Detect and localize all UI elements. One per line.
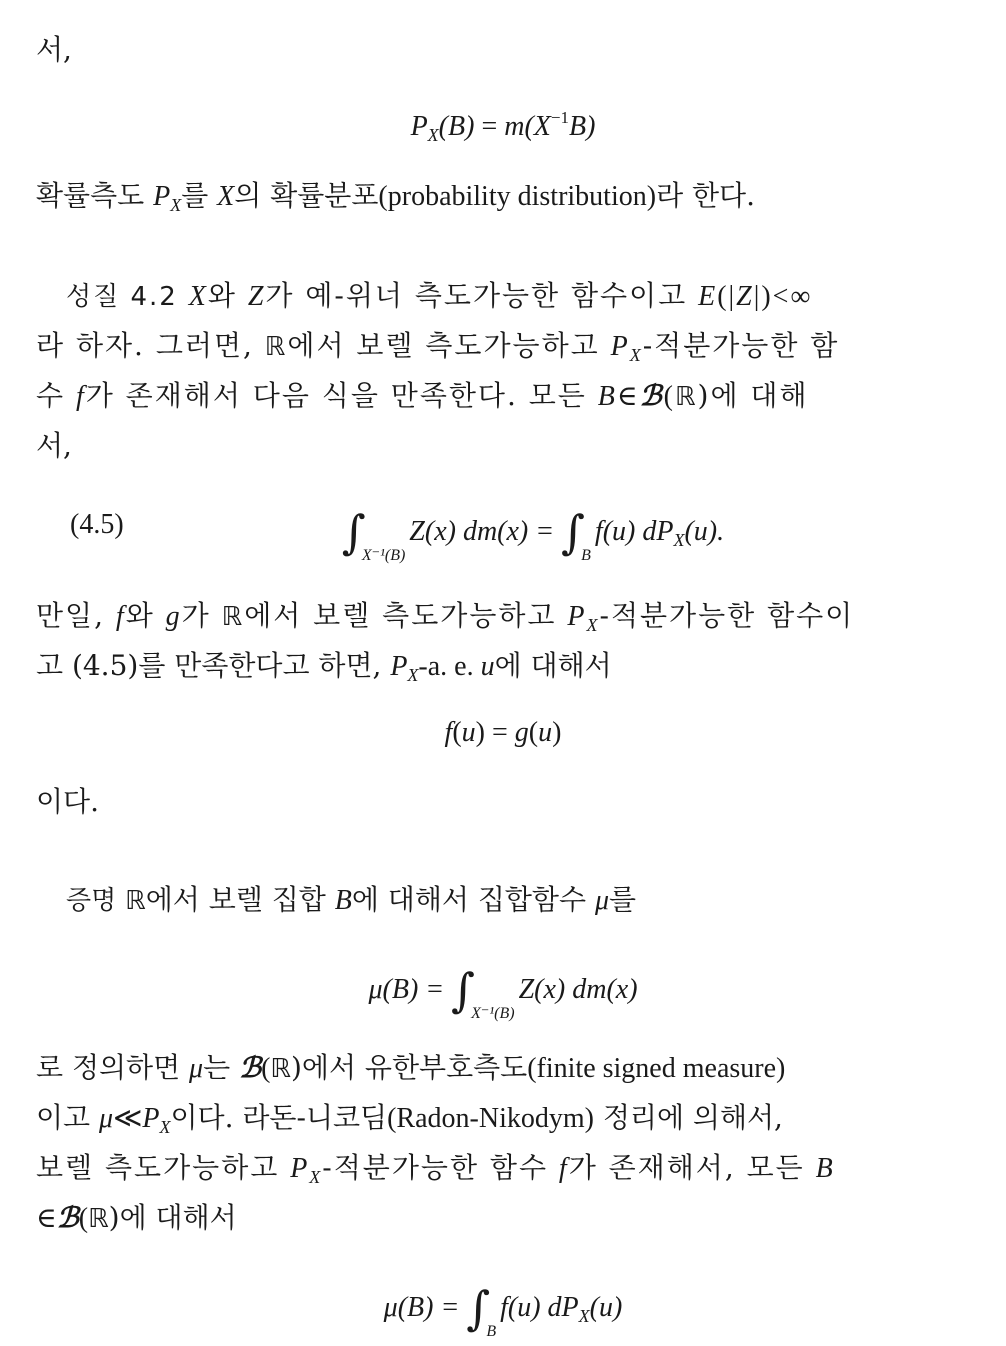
text: 서, (36, 33, 72, 66)
math-f: f (500, 1292, 508, 1323)
math-f: f (594, 516, 603, 547)
text: 정리에 의해서, (593, 1101, 783, 1134)
math-in: ∈ (616, 381, 640, 412)
text-line (36, 596, 920, 639)
text: 에 대해서 (494, 649, 612, 682)
math-u: u (538, 717, 553, 748)
proposition-label: 성질 4.2 (66, 282, 178, 312)
integral-limit: B (581, 547, 591, 564)
math-reals: ℝ (264, 332, 288, 362)
math-P: P (567, 601, 587, 632)
math-expr: (B) = (397, 1292, 467, 1323)
text: )에서 유한부호측도 (291, 1051, 528, 1084)
math-reals: ℝ (270, 1054, 291, 1084)
math-g: g (165, 601, 182, 632)
text: 에서 보렐 측도가능하고 (244, 599, 568, 632)
text-english: (probability distribution) (378, 181, 657, 212)
equation-number: (4.5) (70, 509, 124, 540)
text: 와 (207, 279, 248, 312)
text: 는 (203, 1051, 240, 1084)
text-line (36, 1148, 920, 1191)
text: 라 한다. (656, 179, 756, 212)
math-reals: ℝ (125, 886, 146, 916)
math-f: f (75, 381, 86, 412)
math-sub: X (407, 665, 419, 685)
proposition-line-3 (36, 376, 920, 417)
math-arg: (B) (438, 111, 475, 142)
text (178, 279, 189, 312)
math-borel: ℬ (56, 1201, 79, 1234)
math-mu: μ (383, 1292, 398, 1323)
math-f: f (115, 601, 126, 632)
math-paren: ( (78, 1203, 89, 1234)
math-B: B (334, 885, 352, 916)
math-Z: Z (736, 281, 754, 312)
math-expr: (u) dP (507, 1292, 579, 1323)
text: 에 대해서 집합함수 (351, 883, 595, 916)
math-u: u (461, 717, 476, 748)
equation-1 (0, 106, 1006, 150)
math-f: f (444, 717, 453, 748)
math-expr: (x) dm(x) (534, 974, 638, 1005)
text: 가 존재해서 다음 식을 만족한다. 모든 (85, 379, 598, 412)
math-arg: B) (569, 111, 596, 142)
math-ll: ≪ (113, 1103, 143, 1134)
text: 에서 보렐 측도가능하고 (287, 329, 611, 362)
integral-sign: ∫ (451, 963, 476, 1017)
math-Z: Z (409, 516, 425, 547)
integral-limit: B (486, 1323, 497, 1340)
proof-label: 증명 (66, 886, 117, 916)
text: )에 대해 (697, 379, 809, 412)
text-english: (Radon-Nikodym) (387, 1103, 594, 1134)
math-P: P (153, 181, 171, 212)
text: 보렐 측도가능하고 (36, 1151, 291, 1184)
math-g: g (514, 717, 529, 748)
proposition-line-1 (66, 276, 920, 317)
math-reals: ℝ (221, 602, 245, 632)
math-borel: ℬ (239, 1051, 262, 1084)
math-u: u (480, 651, 495, 682)
math-m: m (504, 111, 525, 142)
text: 가 (181, 599, 222, 632)
math-reals: ℝ (674, 382, 698, 412)
text-line (36, 1198, 920, 1239)
math-P: P (610, 331, 630, 362)
math-paren: (| (717, 281, 737, 312)
math-reals: ℝ (88, 1204, 109, 1234)
text: 를 (609, 883, 637, 916)
equation-3 (0, 962, 1006, 1022)
math-mu: μ (99, 1103, 114, 1134)
text-line (36, 1048, 920, 1089)
text: 만일, (36, 599, 116, 632)
text: -적분가능한 함수이 (599, 599, 855, 632)
proposition-line-4 (36, 426, 920, 466)
text: 고 (4.5)를 만족한다고 하면, (36, 649, 391, 682)
math-B: B (815, 1153, 835, 1184)
proof-line (66, 880, 920, 921)
text: -a. e. (418, 651, 481, 682)
text-line (36, 30, 920, 70)
math-paren: ( (261, 1053, 271, 1084)
math-arg: (X (524, 111, 551, 142)
math-mu: μ (368, 974, 383, 1005)
math-expr: (B) = (382, 974, 452, 1005)
text: 확률측도 (36, 179, 154, 212)
math-sub: X (586, 615, 600, 635)
math-X: X (188, 281, 208, 312)
text-line (36, 176, 920, 219)
math-E: E (698, 281, 718, 312)
text: 에서 보렐 집합 (145, 883, 335, 916)
integral-sign: ∫ (466, 1281, 491, 1335)
text: -적분가능한 함수 (322, 1151, 559, 1184)
math-expr: (u). (684, 516, 725, 547)
equation-4-5 (30, 504, 1006, 564)
math-X: X (217, 181, 235, 212)
text-english: (finite signed measure) (527, 1053, 786, 1084)
math-expr: (x) dm(x) = (424, 516, 562, 547)
text: 로 정의하면 (36, 1051, 190, 1084)
math-sub: X (309, 1167, 323, 1187)
math-paren: ( (663, 381, 675, 412)
math-Z: Z (247, 281, 266, 312)
math-Z: Z (518, 974, 535, 1005)
text: )에 대해서 (108, 1201, 237, 1234)
integral-sign: ∫ (561, 505, 586, 559)
math-eq: ) = (475, 717, 515, 748)
text: 를 (181, 179, 218, 212)
text: 와 (125, 599, 166, 632)
text: -적분가능한 함 (642, 329, 840, 362)
integral-limit: X⁻¹(B) (471, 1005, 515, 1022)
math-sup: −1 (550, 108, 569, 127)
math-text: |)<∞ (753, 281, 813, 312)
math-expr: (u) (589, 1292, 623, 1323)
math-sub: X (427, 125, 439, 145)
math-sub: X (629, 345, 643, 365)
text: 이고 (36, 1101, 99, 1134)
integral-limit: X⁻¹(B) (361, 547, 406, 564)
integral-sign: ∫ (341, 505, 366, 559)
math-paren: ) (552, 717, 562, 748)
math-sub: X (170, 195, 182, 215)
math-sub: X (159, 1117, 171, 1137)
math-B: B (597, 381, 617, 412)
math-in: ∈ (36, 1203, 57, 1234)
text: 수 (36, 379, 76, 412)
math-P: P (142, 1103, 160, 1134)
math-eq: = (474, 111, 505, 142)
math-P: P (290, 1153, 310, 1184)
text-line (36, 782, 920, 822)
math-P: P (390, 651, 408, 682)
text: 라 하자. 그러면, (36, 329, 265, 362)
math-sub: X (578, 1306, 590, 1326)
math-f: f (558, 1153, 569, 1184)
text-line (36, 646, 920, 689)
text: 가 예-위너 측도가능한 함수이고 (265, 279, 699, 312)
text: 가 존재해서, 모든 (568, 1151, 816, 1184)
equation-2 (0, 712, 1006, 753)
math-P: P (410, 111, 428, 142)
math-mu: μ (594, 885, 609, 916)
proposition-line-2 (36, 326, 920, 369)
text: 이다. (36, 785, 99, 818)
text: 서, (36, 429, 72, 462)
text: 이다. 라돈-니코딤 (170, 1101, 388, 1134)
math-paren: ( (528, 717, 539, 748)
math-expr: (u) dP (602, 516, 674, 547)
math-paren: ( (452, 717, 462, 748)
text: 의 확률분포 (234, 179, 379, 212)
equation-4 (0, 1280, 1006, 1340)
math-mu: μ (189, 1053, 204, 1084)
text-line (36, 1098, 920, 1141)
math-borel: ℬ (639, 379, 664, 412)
math-sub: X (673, 530, 685, 550)
